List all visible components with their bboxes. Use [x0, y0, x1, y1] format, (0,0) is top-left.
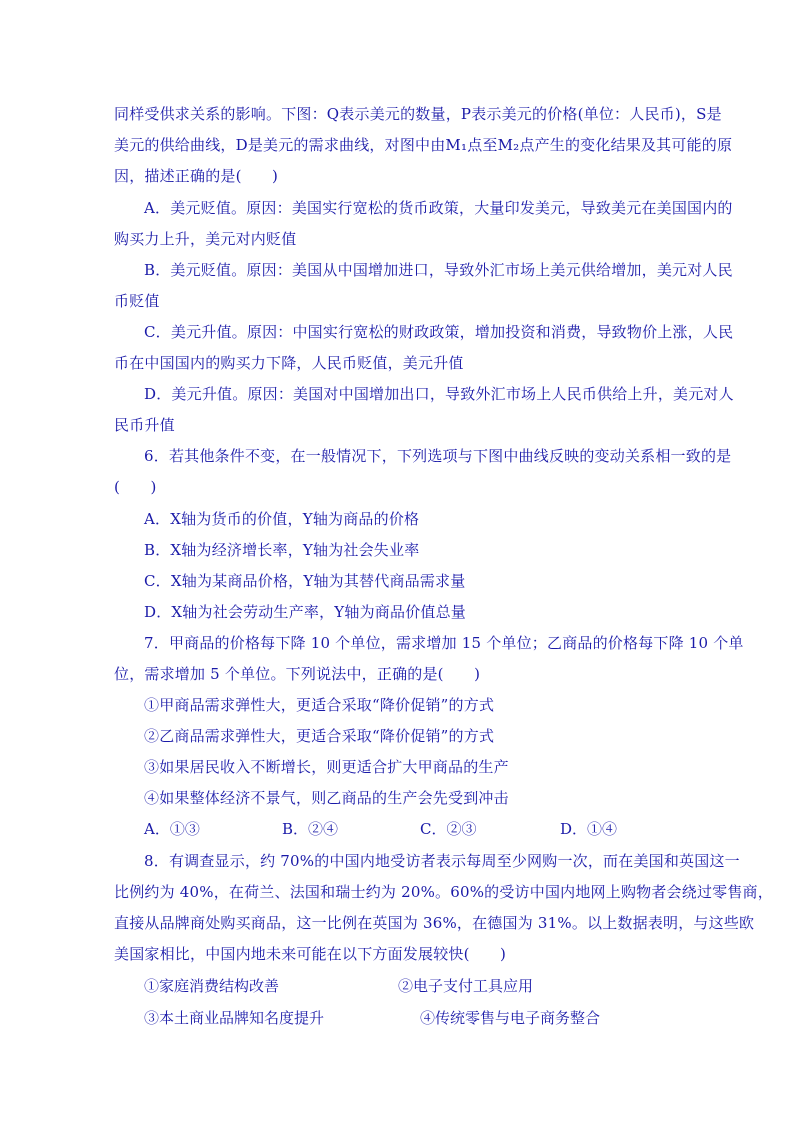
q6-option-c: C．X轴为某商品价格，Y轴为其替代商品需求量	[144, 572, 466, 590]
q7-option-c: C．②③	[420, 820, 477, 838]
q5-option-a-line-1: A．美元贬值。原因：美国实行宽松的货币政策，大量印发美元，导致美元在美国国内的	[144, 199, 733, 217]
q7-statement-3: ③如果居民收入不断增长，则更适合扩大甲商品的生产	[144, 758, 509, 776]
q7-stem-line-2: 位，需求增加 5 个单位。下列说法中，正确的是( )	[114, 665, 481, 683]
q8-stem-line-1: 8．有调查显示，约 70%的中国内地受访者表示每周至少网购一次，而在美国和英国这一	[144, 852, 740, 870]
q5-stem-line-2: 美元的供给曲线，D是美元的需求曲线，对图中由M₁点至M₂点产生的变化结果及其可能的原	[114, 136, 733, 154]
q6-option-b: B．X轴为经济增长率，Y轴为社会失业率	[144, 541, 420, 559]
q7-option-a: A．①③	[144, 820, 200, 838]
q6-stem-line-2: ( )	[114, 478, 157, 496]
q7-statement-2: ②乙商品需求弹性大，更适合采取“降价促销”的方式	[144, 727, 495, 745]
q5-stem-line-3: 因，描述正确的是( )	[114, 167, 279, 185]
q8-stem-line-2: 比例约为 40%，在荷兰、法国和瑞士约为 20%。60%的受访中国内地网上购物者会绕过零售商，	[114, 883, 773, 901]
q5-option-d-line-1: D．美元升值。原因：美国对中国增加出口，导致外汇市场上人民币供给上升，美元对人	[144, 385, 734, 403]
q7-option-d: D．①④	[560, 820, 618, 838]
q5-option-d-line-2: 民币升值	[114, 416, 175, 434]
q7-stem-line-1: 7．甲商品的价格每下降 10 个单位，需求增加 15 个单位；乙商品的价格每下降 10 个单	[144, 634, 744, 652]
q6-option-a: A．X轴为货币的价值，Y轴为商品的价格	[144, 510, 420, 528]
q7-statement-4: ④如果整体经济不景气，则乙商品的生产会先受到冲击	[144, 789, 509, 807]
q8-stem-line-4: 美国家相比，中国内地未来可能在以下方面发展较快( )	[114, 945, 507, 963]
q7-option-b: B．②④	[282, 820, 339, 838]
q5-option-a-line-2: 购买力上升，美元对内贬值	[114, 230, 297, 248]
q6-stem-line-1: 6．若其他条件不变，在一般情况下，下列选项与下图中曲线反映的变动关系相一致的是	[144, 447, 732, 465]
q5-option-b-line-1: B．美元贬值。原因：美国从中国增加进口，导致外汇市场上美元供给增加，美元对人民	[144, 261, 733, 279]
q5-option-c-line-1: C．美元升值。原因：中国实行宽松的财政政策，增加投资和消费，导致物价上涨，人民	[144, 323, 734, 341]
q8-statement-3: ③本土商业品牌知名度提升	[144, 1009, 325, 1027]
q8-statement-4: ④传统零售与电子商务整合	[420, 1009, 601, 1027]
q7-statement-1: ①甲商品需求弹性大，更适合采取“降价促销”的方式	[144, 696, 495, 714]
q5-option-b-line-2: 币贬值	[114, 292, 160, 310]
q8-statement-2: ②电子支付工具应用	[398, 977, 534, 995]
q5-option-c-line-2: 币在中国国内的购买力下降，人民币贬值，美元升值	[114, 354, 464, 372]
q5-stem-line-1: 同样受供求关系的影响。下图：Q表示美元的数量，P表示美元的价格(单位：人民币)，S是	[114, 105, 722, 123]
q8-stem-line-3: 直接从品牌商处购买商品，这一比例在英国为 36%，在德国为 31%。以上数据表明，与这些欧	[114, 914, 755, 932]
q6-option-d: D．X轴为社会劳动生产率，Y轴为商品价值总量	[144, 603, 467, 621]
q8-statement-1: ①家庭消费结构改善	[144, 977, 280, 995]
